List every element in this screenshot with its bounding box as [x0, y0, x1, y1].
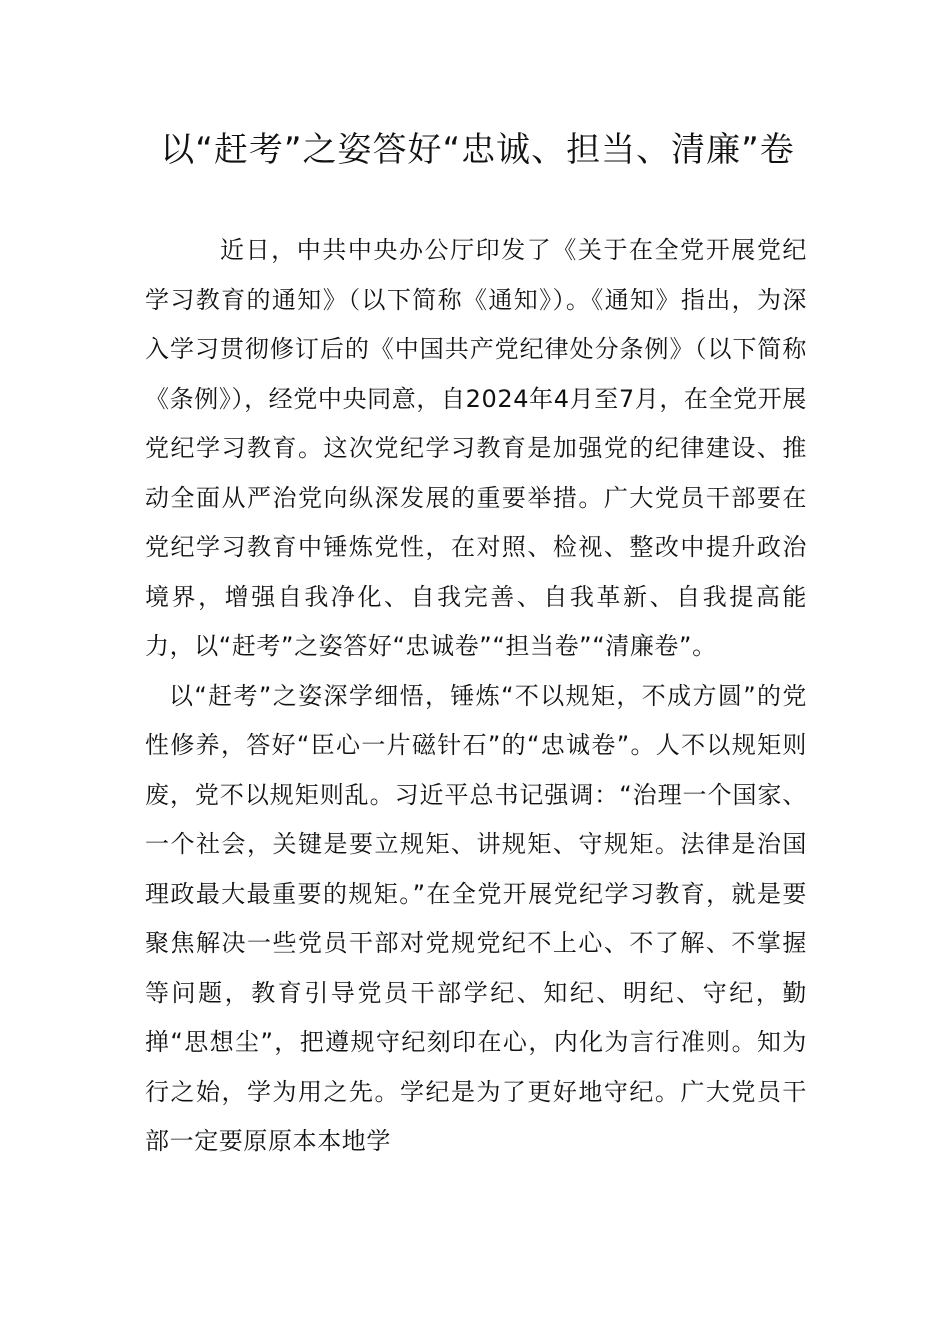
document-title: 以“赶考”之姿答好“忠诚、担当、清廉”卷: [160, 130, 795, 170]
body-paragraph-2: 以“赶考”之姿深学细悟，锤炼“不以规矩，不成方圆”的党性修养，答好“臣心一片磁针石”的“忠诚卷”。人不以规矩则废，党不以规矩则乱。习近平总书记强调：“治理一个国家、一个社会，关键是要立规矩、讲规矩、守规矩。法律是治国理政最大最重要的规矩。”在全党开展党纪学习教育，就是要聚焦解决一些党员干部对党规党纪不上心、不了解、不掌握等问题，教育引导党员干部学纪、知纪、明纪、守纪，勤掸“思想尘”，把遵规守纪刻印在心，内化为言行准则。知为行之始，学为用之先。学纪是为了更好地守纪。广大党员干部一定要原原本本地学: [145, 681, 807, 1155]
body-paragraph-1: 近日，中共中央办公厅印发了《关于在全党开展党纪学习教育的通知》（以下简称《通知》）。《通知》指出，为深入学习贯彻修订后的《中国共产党纪律处分条例》（以下简称《条例》），经党中央同意，自2024年4月至7月，在全党开展党纪学习教育。这次党纪学习教育是加强党的纪律建设、推动全面从严治党向纵深发展的重要举措。广大党员干部要在党纪学习教育中锤炼党性，在对照、检视、整改中提升政治境界，增强自我净化、自我完善、自我革新、自我提高能力，以“赶考”之姿答好“忠诚卷”“担当卷”“清廉卷”。: [145, 236, 807, 660]
document-body: [145, 226, 807, 1167]
